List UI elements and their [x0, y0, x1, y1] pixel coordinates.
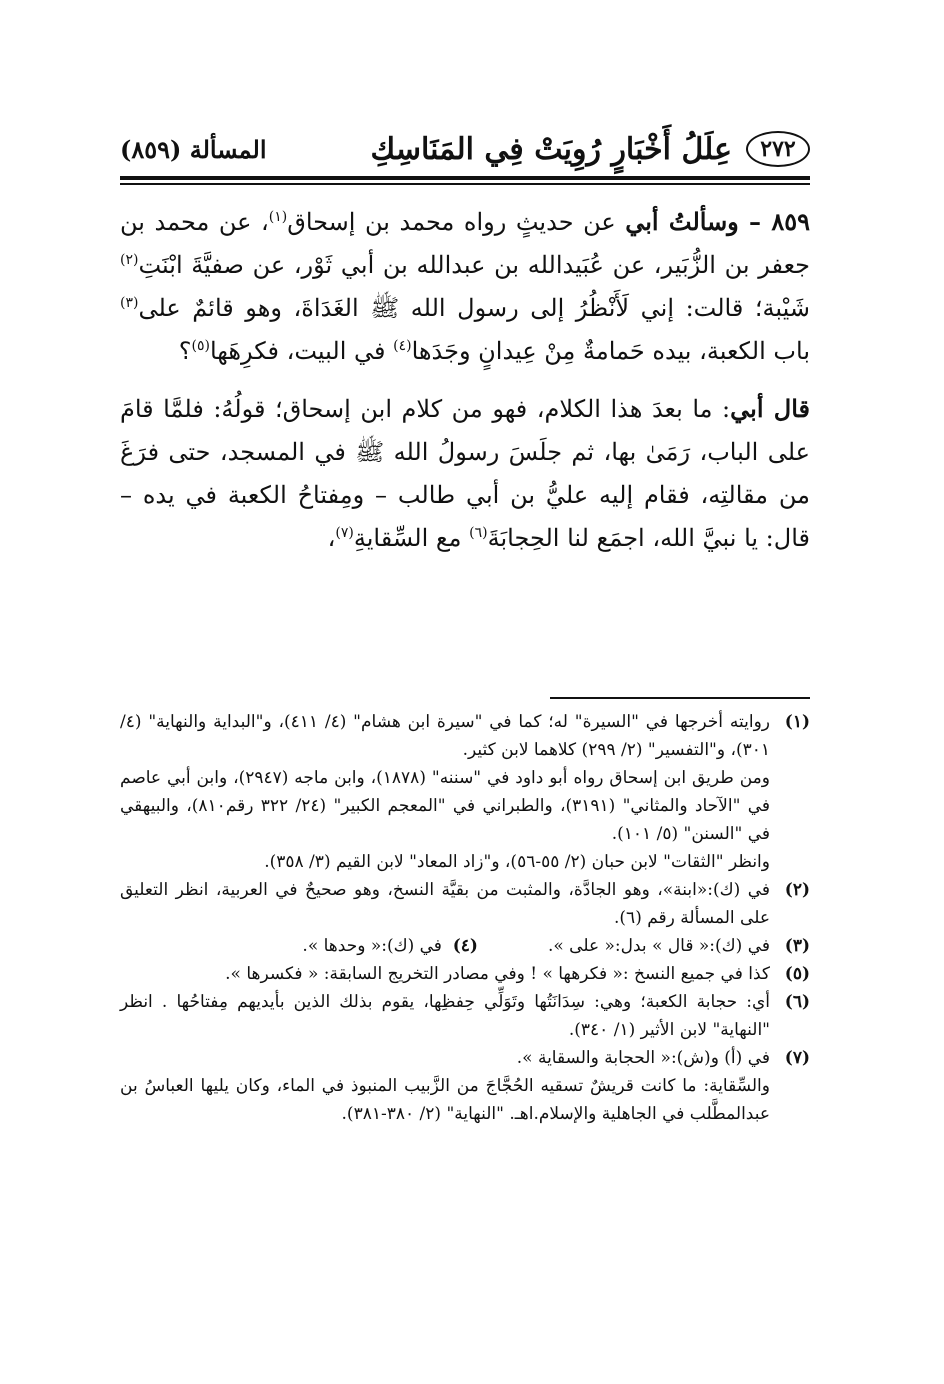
text-segment: : ما بعدَ هذا الكلام، فهو من كلام ابن إسحاق؛ قولُهُ: فلمَّا قامَ على الباب، رَمَىٰ بها، ثم جلَسَ رسولُ الله ﷺ في المسجد، حتى فرَغَ من مقالتِه، فقام إليه عليُّ بن أبي طالب – ومِفتاحُ الكعبة في يده – قال: يا نبيَّ الله، اجمَع لنا الحِجابَةَ	[120, 395, 810, 552]
issue-label: المسألة (٨٥٩)	[120, 134, 267, 164]
footnote-3	[548, 932, 810, 960]
footnote-number: (١)	[784, 712, 810, 732]
footnote-text: في (ك):«ابنة»، وهو الجادَّة، والمثبت من بقيَّة النسخ، وهو صحيحٌ في العربية، انظر التعليق على المسألة رقم (٦).	[120, 880, 770, 928]
footnote-number: (٣)	[784, 936, 810, 956]
footnotes	[120, 708, 810, 1128]
text-segment: في البيت، فكرِهَها	[209, 337, 394, 365]
question-lead: ٨٥٩ – وسألتُ أبي	[625, 207, 811, 236]
main-text	[120, 200, 810, 560]
footnote-ref-1: (١)	[268, 209, 288, 225]
footnote-1-continuation: وانظر "الثقات" لابن حبان (٢/ ٥٥-٥٦)، و"زاد المعاد" لابن القيم (٣/ ٣٥٨).	[264, 852, 770, 872]
footnote-2	[120, 876, 810, 932]
footnote-number: (٧)	[784, 1048, 810, 1068]
text-segment: باب الكعبة، بيده حَمامةٌ مِنْ عِيدانٍ وجَدَها	[411, 337, 810, 365]
footnote-ref-3: (٣)	[120, 295, 139, 311]
footnote-1	[120, 708, 810, 764]
text-segment: ،	[327, 524, 336, 552]
footnote-ref-7: (٧)	[335, 525, 354, 541]
footnote-ref-2: (٢)	[120, 252, 139, 268]
footnote-1-continuation: ومن طريق ابن إسحاق رواه أبو داود في "سننه" (١٨٧٨)، وابن ماجه (٢٩٤٧)، وابن أبي عاصم في "الآحاد والمثاني" (٣١٩١)، والطبراني في "المعجم الكبير" (٢٤/ ٣٢٢ رقم٨١٠)، والبيهقي في "السنن" (٥/ ١٠١).	[120, 768, 770, 844]
text-segment: ؟	[178, 337, 192, 365]
text-segment: مع السِّقايةِ	[353, 524, 470, 552]
footnote-text: في (أ) و(ش):« الحجابة والسقاية ».	[516, 1048, 770, 1068]
footnote-5	[120, 960, 810, 988]
header-rule-thin	[120, 183, 810, 185]
footnote-text: روايته أخرجها في "السيرة" له؛ كما في "سيرة ابن هشام" (٤/ ٤١١)، و"البداية والنهاية" (٤/ ٣٠١)، و"التفسير" (٢/ ٢٩٩) كلاهما لابن كثير.	[120, 712, 770, 760]
footnote-text: كذا في جميع النسخ :« فكرهها » ! وفي مصادر التخريج السابقة: « فكسرها ».	[225, 964, 770, 984]
footnote-7-continuation: والسِّقاية: ما كانت قريشٌ تسقيه الحُجَّاجَ من الزَّبيب المنبوذ في الماء، وكان يليها العباسُ بن عبدالمطَّلب في الجاهلية والإسلام.اهـ. "النهاية" (٢/ ٣٨٠-٣٨١).	[120, 1076, 770, 1124]
footnote-4	[302, 932, 478, 960]
footnote-number: (٥)	[784, 964, 810, 984]
footnote-separator	[550, 697, 810, 699]
text-segment: شَيْبة؛ قالت: إني لَأَنْظُرُ إلى رسول الله ﷺ الغَدَاةَ، وهو قائمٌ على	[138, 294, 810, 322]
footnote-number: (٦)	[784, 992, 810, 1012]
footnote-7	[120, 1044, 810, 1072]
text-segment: ، عن محمد بن جعفر بن الزُّبَير، عن عُبَيدالله بن عبدالله بن أبي ثَوْر، عن صفيَّةَ ابْنَتِ	[120, 208, 810, 279]
running-title: عِلَلُ أَخْبَارٍ رُوِيَتْ فِي المَنَاسِكِ	[370, 131, 732, 167]
text-segment: عن حديثٍ رواه محمد بن إسحاق	[287, 208, 626, 236]
page-header	[120, 118, 810, 180]
footnote-ref-5: (٥)	[191, 338, 210, 354]
footnote-ref-4: (٤)	[393, 338, 412, 354]
question-paragraph	[120, 200, 810, 373]
footnote-6	[120, 988, 810, 1044]
footnote-text: في (ك):« قال » بدل:« على ».	[547, 936, 770, 956]
answer-lead: قال أبي	[730, 394, 810, 423]
footnote-text: في (ك):« وحدها ».	[302, 936, 442, 956]
header-rule-thick	[120, 176, 810, 180]
footnote-text: أي: حجابة الكعبة؛ وهي: سِدَانَتُها وتَوَلِّي حِفظِها، يقوم بذلك الذين بأيديهم مِفتاحُها . انظر "النهاية" لابن الأثير (١/ ٣٤٠).	[120, 992, 770, 1040]
answer-paragraph	[120, 387, 810, 560]
footnote-number: (٤)	[452, 936, 478, 956]
footnotes-3-4	[120, 932, 810, 960]
footnote-number: (٢)	[784, 880, 810, 900]
page-number: ٢٧٢	[746, 131, 810, 167]
footnote-ref-6: (٦)	[469, 525, 488, 541]
